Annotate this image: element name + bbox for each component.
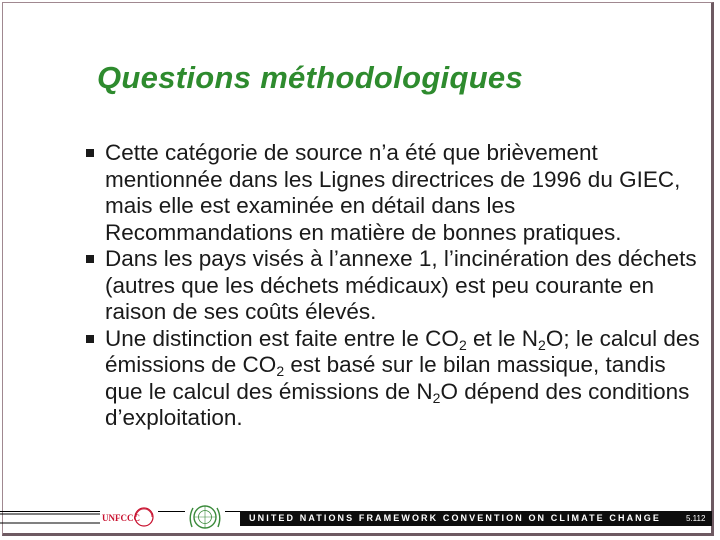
un-emblem-icon [185,501,225,533]
bullet-item [86,326,706,432]
bullet-item [86,246,706,326]
bullet-marker-icon [86,335,94,343]
subscript: 2 [458,336,467,353]
unfccc-logo-text: UNFCCC [102,513,140,523]
footer [0,498,720,538]
bullet-list [86,140,706,432]
bullet-text: Une distinction est faite entre le $CO_2$ et le $N_2O$; le calcul des émissions de $CO_2$ est basé sur le bilan massique, tandis que le calcul des émissions de $N_2O$ dépend des conditions d’exploitation. [105,325,700,430]
bullet-text: Cette catégorie de source n’a été que brièvement mentionnée dans les Lignes directrices de 1996 du GIEC, mais elle est examinée en détail dans les Recommandations en matière de bonnes pratiques. [105,140,681,245]
subscript: 2 [432,389,441,406]
slide-number: 5.112 [686,514,706,523]
slide-title: Questions méthodologiques [97,60,524,95]
bullet-marker-icon [86,149,94,157]
bullet-text: Dans les pays visés à l’annexe 1, l’incinération des déchets (autres que les déchets médicaux) est peu courante en raison de ses coûts élevés. [105,246,697,324]
bullet-marker-icon [86,255,94,263]
bullet-item [86,140,706,246]
footer-band-text: UNITED NATIONS FRAMEWORK CONVENTION ON CLIMATE CHANGE [249,513,661,523]
subscript: 2 [276,363,285,379]
unfccc-logo [100,506,158,528]
footer-left-stripe [0,513,100,524]
subscript: 2 [538,336,546,353]
